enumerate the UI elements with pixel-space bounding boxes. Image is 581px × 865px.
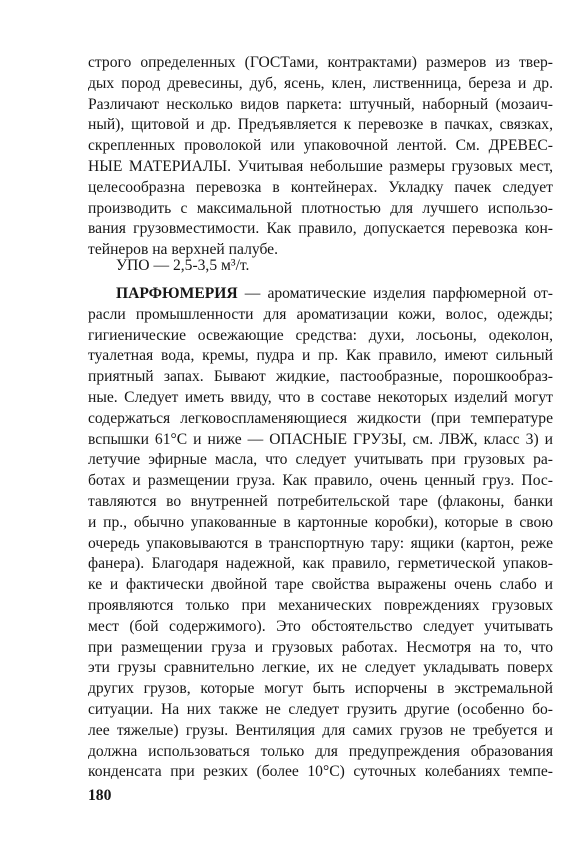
text-line: лее тяжелые) грузы. Вентиляция для самих грузов не требуется и (88, 721, 553, 739)
text-line: дых пород древесины, дуб, ясень, клен, лиственница, береза и др. (88, 74, 553, 92)
text-line: ный), щитовой и др. Предъявляется к перевозке в пачках, связках, (88, 116, 553, 134)
text-line: целесообразна перевозка в контейнерах. Укладку пачек следует (88, 178, 553, 196)
text-line: и пр., обычно упакованные в картонные коробки), которые в свою (88, 513, 553, 531)
entry-first-line (88, 284, 553, 305)
text-line: ке и фактически двойной таре свойства выражены очень слабо и (88, 576, 553, 594)
text-line: мест (бой содержимого). Это обстоятельство следует учитывать (88, 617, 553, 635)
text-line: гигиенические освежающие средства: духи, лосьоны, одеколон, (88, 326, 553, 344)
text-line: эти грузы сравнительно легкие, их не следует укладывать поверх (88, 659, 553, 677)
text-line: НЫЕ МАТЕРИАЛЫ. Учитывая небольшие размеры грузовых мест, (88, 157, 553, 175)
text-line: конденсата при резких (более 10°С) суточных колебаниях темпе- (88, 763, 553, 781)
text-line: должна использоваться только для предупреждения образования (88, 742, 553, 760)
upo-text: УПО — 2,5-3,5 м³/т. (116, 257, 250, 274)
page-number: 180 (88, 787, 112, 804)
paragraph-parquet-continuation (88, 53, 553, 261)
entry-term: ПАРФЮМЕРИЯ (116, 285, 238, 302)
text-line: содержаться легковоспламеняющиеся жидкости (при температуре (88, 409, 553, 427)
text-line: тейнеров на верхней палубе. (88, 241, 278, 259)
text-line: расли промышленности для ароматизации кожи, волос, одежды; (88, 305, 553, 323)
text-line: приятный запах. Бывают жидкие, пастообразные, порошкообраз- (88, 368, 553, 386)
entry-first-line-rest: — ароматические изделия парфюмерной от- (237, 285, 553, 302)
upo-value-line (88, 256, 553, 277)
text-line: строго определенных (ГОСТами, контрактами) размеров из твер- (88, 54, 553, 71)
text-line: ботах и размещении груза. Как правило, очень ценный груз. Пос- (88, 472, 553, 490)
text-line: вспышки 61°С и ниже — ОПАСНЫЕ ГРУЗЫ, см. ЛВЖ, класс 3) и (88, 430, 553, 448)
text-line: скрепленных проволокой или упаковочной лентой. См. ДРЕВЕС- (88, 137, 553, 155)
text-line: очередь упаковываются в транспортную тару: ящики (картон, реже (88, 534, 553, 552)
text-line: других грузов, которые могут быть испорчены в экстремальной (88, 680, 553, 698)
text-line: туалетная вода, кремы, пудра и пр. Как правило, имеют сильный (88, 347, 553, 365)
text-line: летучие эфирные масла, что следует учитывать при грузовых ра- (88, 451, 553, 469)
text-line: ные. Следует иметь ввиду, что в составе некоторых изделий могут (88, 388, 553, 406)
text-line: производить с максимальной плотностью для лучшего использо- (88, 199, 553, 217)
paragraph-perfumery-entry (88, 284, 553, 783)
text-line: при размещении груза и грузовых работах. Несмотря на то, что (88, 638, 553, 656)
text-line: тавляются во внутренней потребительской таре (флаконы, банки (88, 492, 553, 510)
text-line: вания грузовместимости. Как правило, допускается перевозка кон- (88, 220, 553, 238)
text-line: ситуации. На них также не следует грузить другие (особенно бо- (88, 700, 553, 718)
text-line: фанера). Благодаря надежной, как правило, герметической упаков- (88, 555, 553, 573)
text-line: проявляются только при механических повреждениях грузовых (88, 596, 553, 614)
text-line: Различают несколько видов паркета: штучный, наборный (мозаич- (88, 95, 553, 113)
